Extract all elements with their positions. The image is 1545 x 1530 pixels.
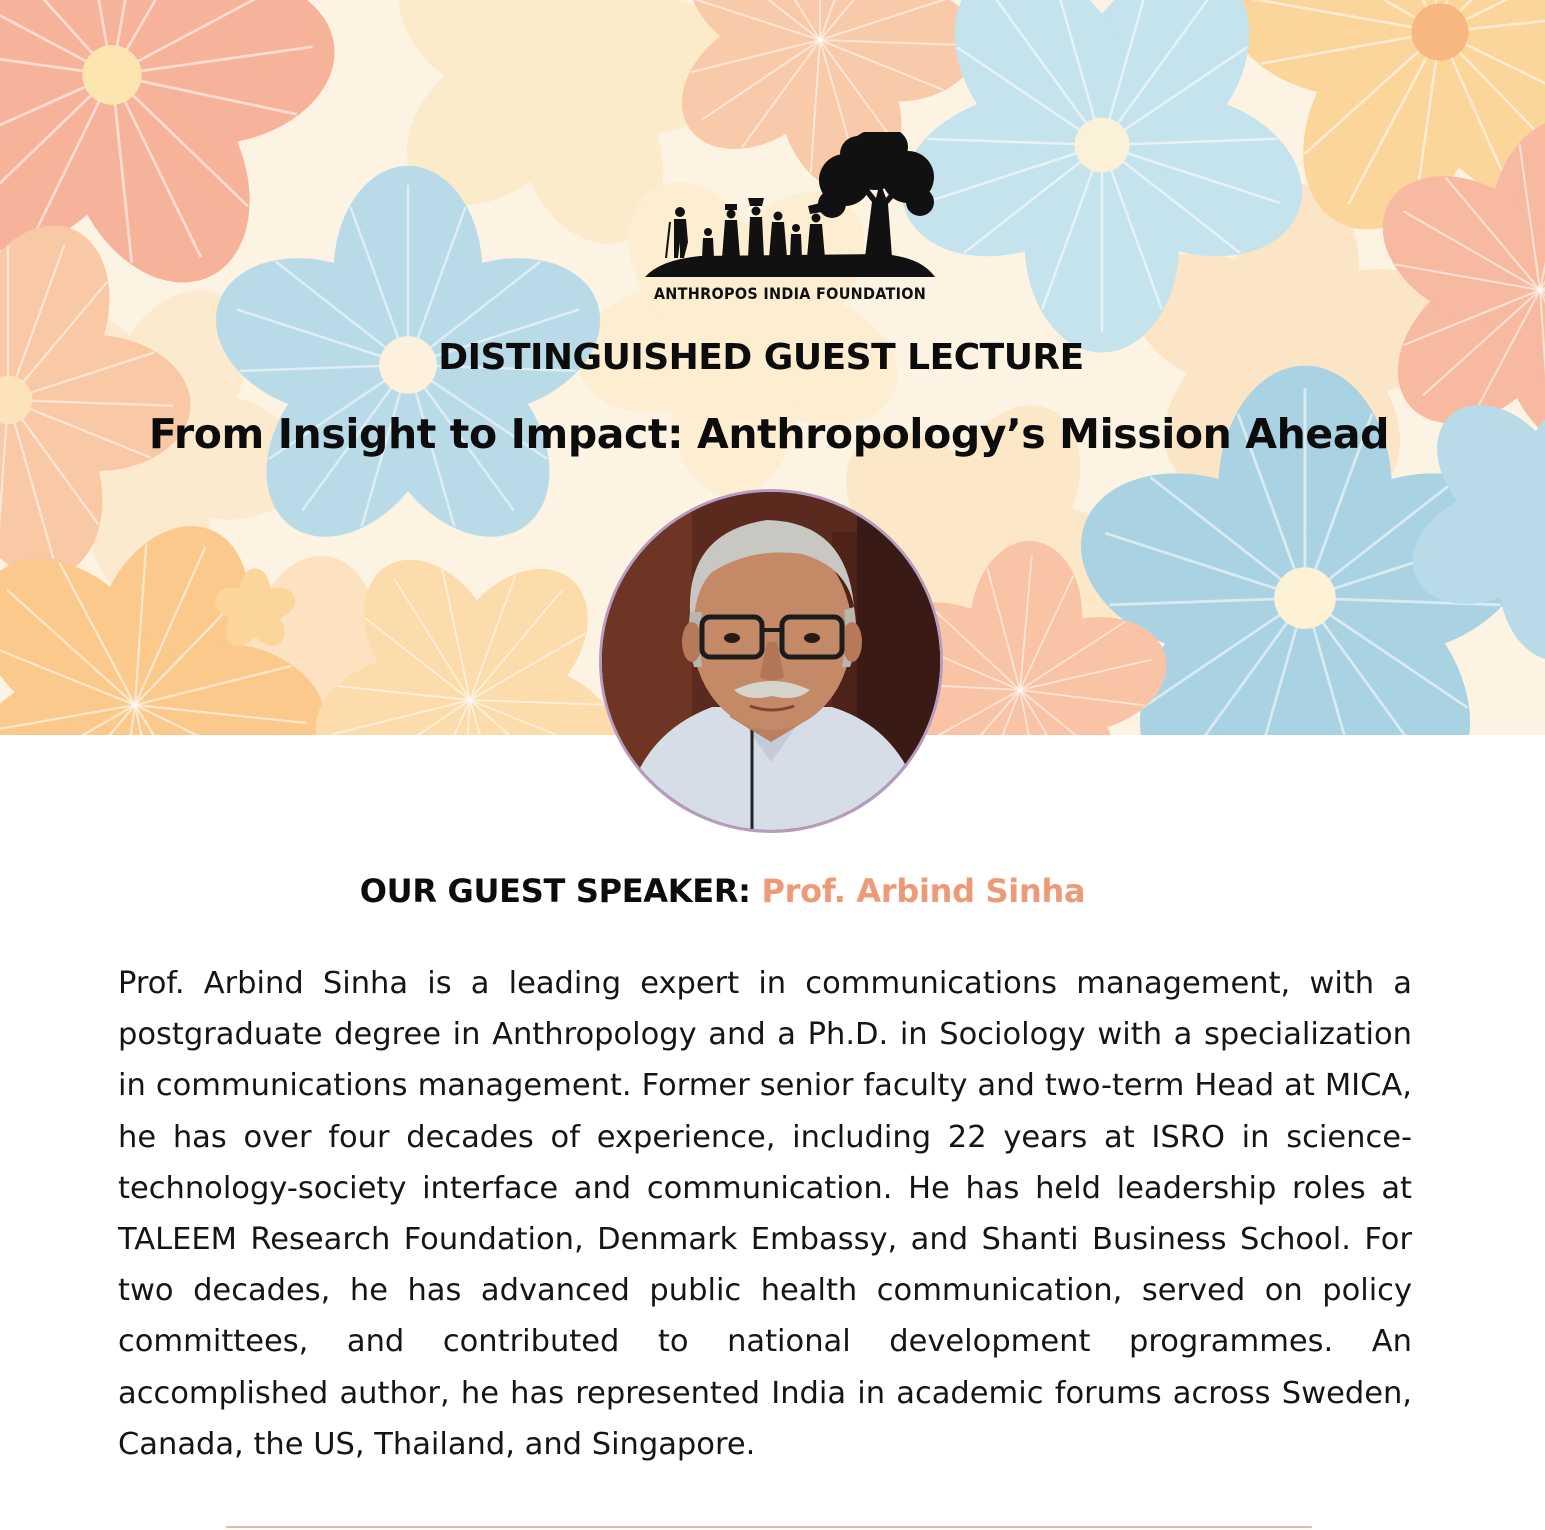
bottom-divider [226, 1526, 1312, 1528]
tree-and-people-silhouette-icon [640, 132, 940, 282]
guest-speaker-label: OUR GUEST SPEAKER: [359, 872, 751, 910]
speaker-portrait [599, 489, 943, 833]
guest-speaker-heading [0, 868, 1445, 914]
speaker-biography: Prof. Arbind Sinha is a leading expert in communications management, with a postgraduate degree in Anthropology and a Ph.D. in Sociology with a specialization in communications management. Former senior faculty and two-term Head at MICA, he has over four decades of experience, including 22 years at ISRO in science-technology-society interface and communication. He has held leadership roles at TALEEM Research Foundation, Denmark Embassy, and Shanti Business School. For two decades, he has advanced public health communication, served on policy committees, and contributed to national development programmes. An accomplished author, he has represented India in academic forums across Sweden, Canada, the US, Thailand, and Singapore. [118, 966, 1412, 1462]
guest-speaker-name: Prof. Arbind Sinha [761, 872, 1086, 910]
lecture-title: From Insight to Impact: Anthropology’s Mission Ahead [148, 410, 1390, 458]
organization-name: ANTHROPOS INDIA FOUNDATION [653, 284, 927, 303]
lecture-kicker: DISTINGUISHED GUEST LECTURE [438, 337, 1084, 378]
organization-logo [640, 132, 940, 307]
